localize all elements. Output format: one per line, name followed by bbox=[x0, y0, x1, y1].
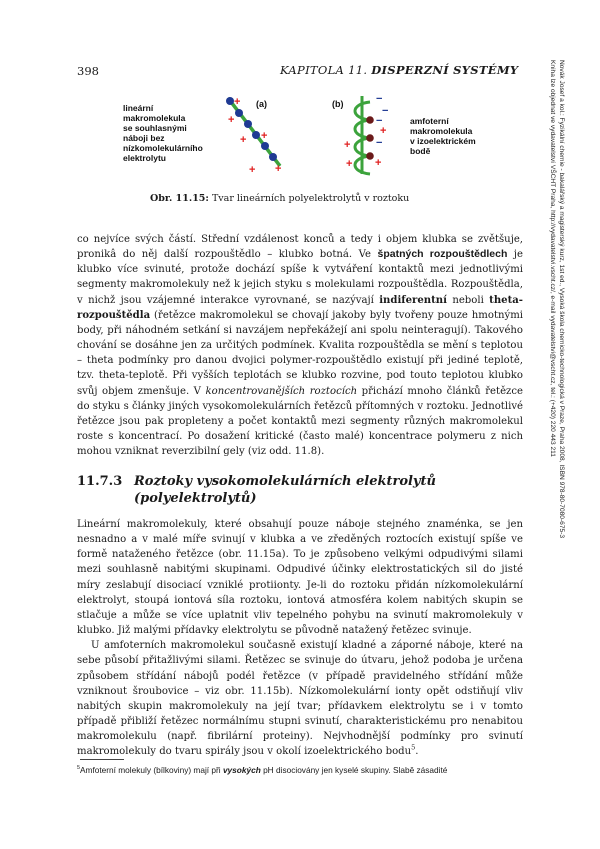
figure-right-label: amfoterní makromolekula v izoelektrickém bodě bbox=[410, 116, 476, 156]
plus-sign: + bbox=[344, 139, 351, 151]
plus-sign: + bbox=[380, 125, 387, 137]
bead bbox=[366, 152, 374, 160]
citation-line-2: Kniha lze objednat ve vydavatelství VŠCHT Praha, http://vydavatelstvi.vscht.cz/, e-mail vydavatelstvi@vscht.cz, tel.: (+420) 220 443 211 bbox=[548, 60, 556, 457]
figure-left-label: lineární makromolekula se souhlasnými náboji bez nízkomolekulárního elektrolytu bbox=[123, 103, 203, 163]
chapter-title: DISPERZNÍ SYSTÉMY bbox=[371, 63, 519, 77]
bead bbox=[366, 116, 374, 124]
plus-sign: + bbox=[261, 130, 268, 142]
minus-sign: − bbox=[376, 137, 383, 149]
bead bbox=[252, 131, 260, 139]
minus-sign: − bbox=[376, 115, 383, 127]
plus-sign: + bbox=[234, 96, 241, 108]
bead bbox=[269, 153, 277, 161]
running-header bbox=[280, 63, 518, 77]
page-number: 398 bbox=[77, 64, 99, 78]
paragraph-3: U amfoterních makromolekul současně existují kladné a záporné náboje, které na sebe působí přitažlivými silami. Řetězec se svinuje do útvaru, jehož podoba je určena způsobem střídání nábojů podél řetězce (v případě pravidelného střídání může vzniknout šroubovice – viz obr. 11.15b). Nízkomolekulární ionty opět odstiňují vliv nabitých skupin makromolekuly na její tvar; přídavkem elektrolytu se i v tomto případě přibliží řetězec normálnímu stupni svinutí, charakteristickému pro nenabitou makromolekulu (např. fibrilární proteiny). Nejvhodnější podmínky pro svinutí makromolekuly do tvaru spirály jsou v okolí izoelektrického bodu$^5$. bbox=[77, 640, 523, 758]
section-number: 11.7.3 bbox=[77, 474, 123, 489]
plus-sign: + bbox=[228, 114, 235, 126]
paragraph-2: Lineární makromolekuly, které obsahují pouze náboje stejného znaménka, se jen nesnadno a v malé míře svinují v klubka a ve zředěných roztocích existují spíše ve formě nataženého řetězce (obr. 11.15a). To je způsobeno velkými odpudivými silami mezi souhlasně nabitými skupinami. Odpudivé účinky elektrostatických sil do jisté míry zeslabují disociací vzniklé protiionty. Je-li do roztoku přidán nízkomolekulární elektrolyt, stoupá iontová síla roztoku, iontová atmosféra kolem nabitých skupin se stlačuje a může se více uplatnit vliv tepelného pohybu na svinutí makromolekuly v klubko. Již malými přídavky elektrolytu se původně natažený řetězec svinuje. bbox=[77, 519, 523, 637]
bead bbox=[244, 120, 252, 128]
section-title: Roztoky vysokomolekulárních elektrolytů (polyelektrolytů) bbox=[134, 474, 436, 506]
plus-sign: + bbox=[346, 158, 353, 170]
bead bbox=[226, 97, 234, 105]
plus-sign: + bbox=[249, 164, 256, 176]
minus-sign: − bbox=[382, 105, 389, 117]
plus-sign: + bbox=[240, 134, 247, 146]
chapter-label: KAPITOLA 11. bbox=[280, 63, 368, 77]
plus-sign: + bbox=[375, 157, 382, 169]
label-b: (b) bbox=[332, 99, 344, 109]
figure-caption bbox=[150, 193, 480, 204]
minus-sign: − bbox=[376, 93, 383, 105]
polyelectrolyte-figure bbox=[210, 90, 410, 182]
footnote-rule bbox=[80, 759, 124, 760]
paragraph-1: co nejvíce svých částí. Střední vzdálenost konců a tedy i objem klubka se zvětšuje, pronikâ do něj další rozpouštědlo – klubko botná. Ve špatných rozpouštědlech je klubko více svinuté, protože dochází spíše k vytváření kontaktů mezi jednotlivými segmenty makromolekuly než k jejich styku s molekulami rozpouštědla. Rozpouštědla, v nichž jsou vzájemné interakce vyrovnané, se nazývají indiferentní neboli theta-rozpouštědla (řetězce makromolekul se chovají jakoby byly tvořeny pouze hmotnými body, při náhodném setkání si navzájem nepřekážejí ani spolu neinteragují). Takového chování se dosáhne jen za určitých podmínek. Kvalita rozpouštědla se mění s teplotou – theta podmínky pro danou dvojici polymer-rozpouštědlo existují při jediné teplotě, tzv. theta-teplotě. Při vyšších teplotách se klubko rozvine, pod touto teplotou klubko svůj objem zmenšuje. V koncentrovanějších roztocích přichází mnoho článků řetězce do styku s články jiných vysokomolekulárních řetězců přítomných v roztoku. Jednotlivé řetězce jsou pak propleteny a počet kontaktů mezi segmenty různých makromolekul roste s koncentrací. Po dosažení kritické (často malé) koncentrace polymeru z nich mohou vzniknat reverzibilní gely (viz odd. 11.8). bbox=[77, 234, 523, 458]
footnote: $^5$Amfoterní molekuly (bílkoviny) mají při vysokých pH disociovány jen kyselé skupiny. Slabě zásadité bbox=[77, 765, 448, 775]
plus-sign: + bbox=[275, 163, 282, 175]
label-a: (a) bbox=[256, 99, 267, 109]
bead bbox=[235, 109, 243, 117]
bead bbox=[366, 134, 374, 142]
caption-label: Obr. 11.15: bbox=[150, 193, 209, 204]
caption-text: Tvar lineárních polyelektrolytů v roztoku bbox=[211, 193, 410, 204]
citation-line-1: Novák Josef a kol.: Fyzikální chemie - bakalářský a magisterský kurz, 1st ed., Vysoká škola chemicko-technologická v Praze, Praha 2008, ISBN 978-80-7080-675-3 bbox=[558, 60, 565, 539]
bead bbox=[261, 142, 269, 150]
citation-sidebar bbox=[532, 60, 566, 620]
paragraph-2-3 bbox=[77, 517, 523, 760]
